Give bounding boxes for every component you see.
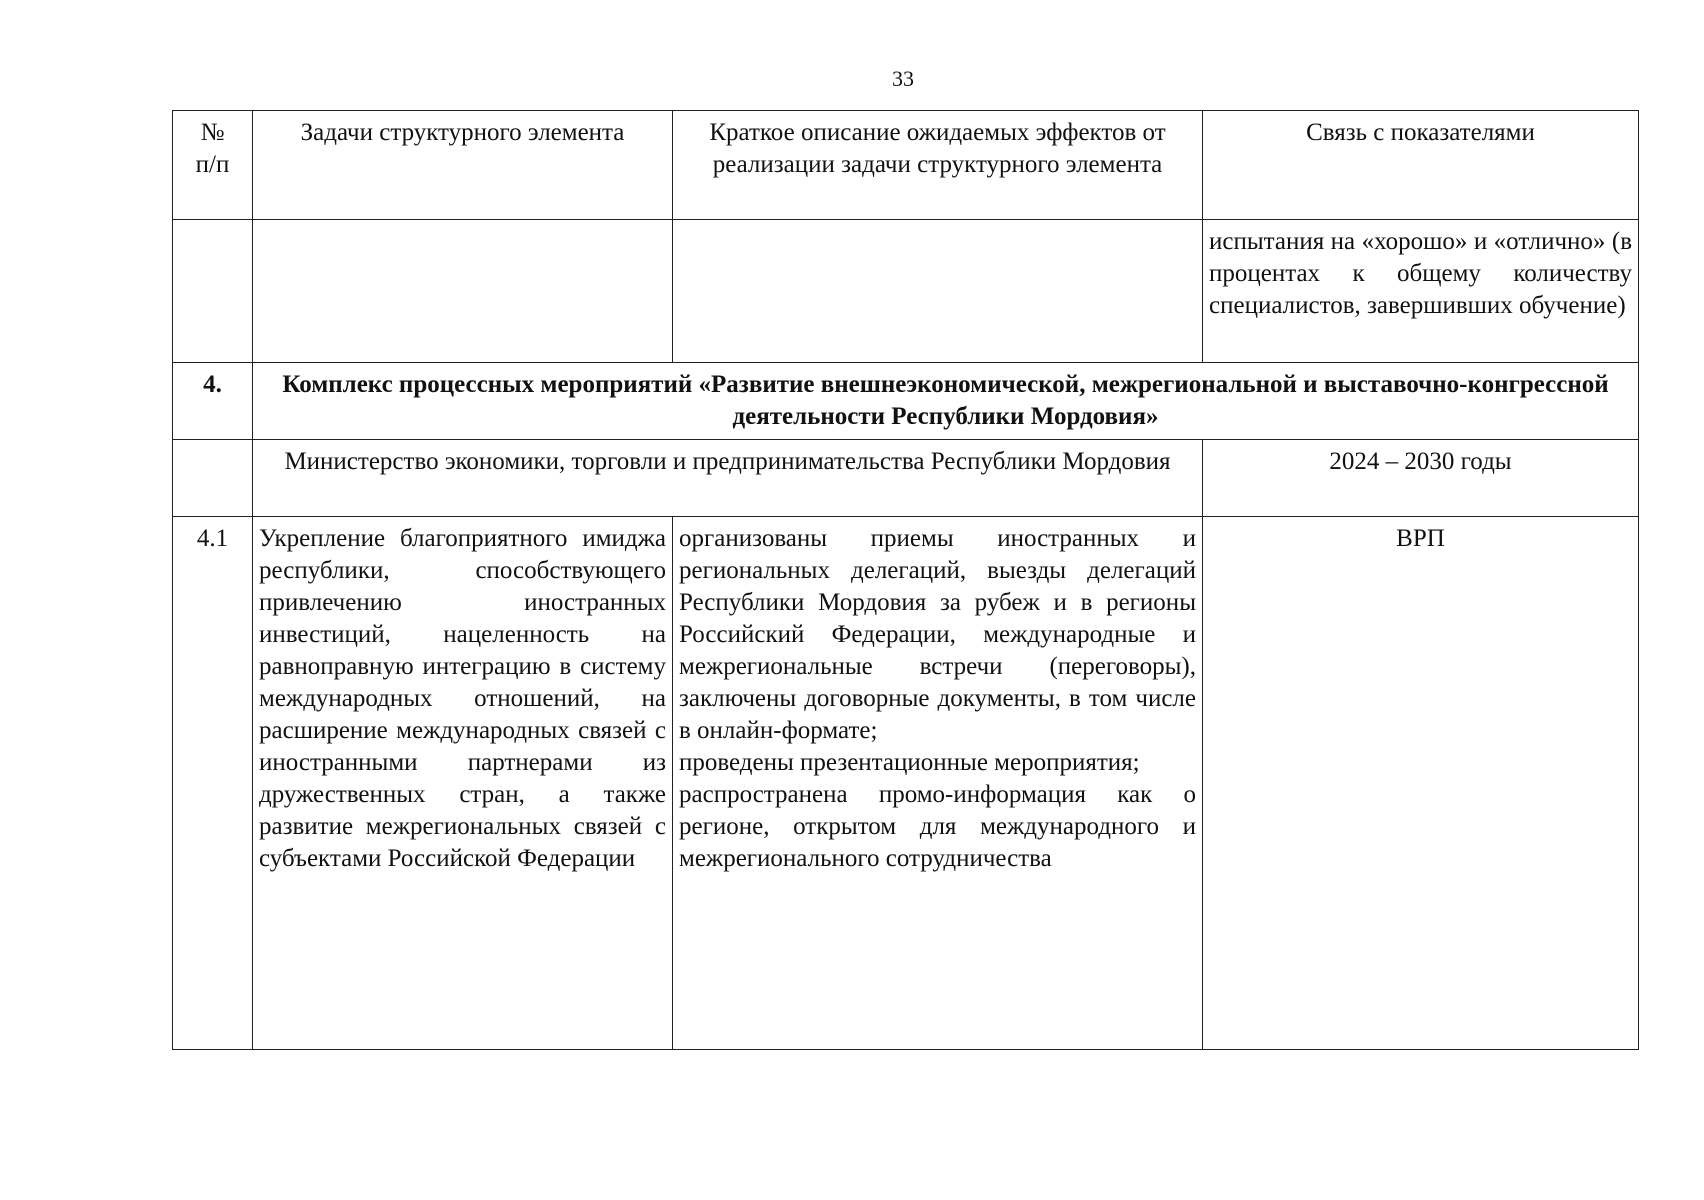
cont-indicators-cell: испытания на «хорошо» и «отлично» (в процентах к общему количеству специалистов, завершивших обучение)	[1203, 220, 1639, 363]
header-indicators: Связь с показателями	[1203, 111, 1639, 220]
table-row-section	[173, 363, 1639, 440]
cont-effects-cell	[673, 220, 1203, 363]
section-number: 4.	[173, 363, 253, 440]
measures-table	[172, 110, 1639, 1050]
header-tasks: Задачи структурного элемента	[253, 111, 673, 220]
section-title: Комплекс процессных мероприятий «Развитие внешнеэкономической, межрегиональной и выставочно-конгрессной деятельности Республики Мордовия»	[253, 363, 1639, 440]
task-effects	[673, 517, 1203, 1050]
table-row-responsible	[173, 440, 1639, 517]
task-number: 4.1	[173, 517, 253, 1050]
page-number: 33	[892, 66, 914, 91]
header-num: № п/п	[173, 111, 253, 220]
cont-tasks-cell	[253, 220, 673, 363]
responsible-organization: Министерство экономики, торговли и предпринимательства Республики Мордовия	[253, 440, 1203, 517]
table-header-row	[173, 111, 1639, 220]
task-description: Укрепление благоприятного имиджа республики, способствующего привлечению иностранных инвестиций, нацеленность на равноправную интеграцию в систему международных отношений, на расширение международных связей с иностранными партнерами из дружественных стран, а также развитие межрегиональных связей с субъектами Российской Федерации	[253, 517, 673, 1050]
resp-num-cell	[173, 440, 253, 517]
table-row-continuation	[173, 220, 1639, 363]
cont-num-cell	[173, 220, 253, 363]
effect-item: организованы приемы иностранных и региональных делегаций, выезды делегаций Республики Мордовия за рубеж и в регионы Российский Федерации, международные и межрегиональные встречи (переговоры), заключены договорные документы, в том числе в онлайн-формате;	[679, 525, 1196, 744]
effect-item: распространена промо-информация как о регионе, открытом для международного и межрегионального сотрудничества	[679, 781, 1196, 872]
header-effects: Краткое описание ожидаемых эффектов от реализации задачи структурного элемента	[673, 111, 1203, 220]
implementation-period: 2024 – 2030 годы	[1203, 440, 1639, 517]
task-indicator: ВРП	[1203, 517, 1639, 1050]
effect-item: проведены презентационные мероприятия;	[679, 749, 1140, 776]
table-row-task	[173, 517, 1639, 1050]
